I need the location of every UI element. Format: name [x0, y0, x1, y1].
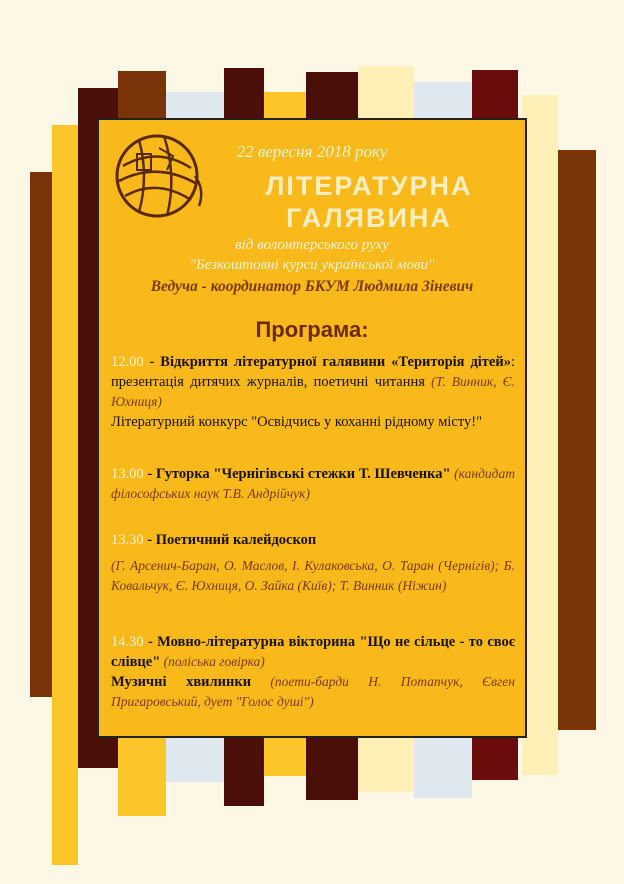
decor-stripe	[166, 92, 224, 120]
decor-stripe	[30, 172, 52, 697]
program-item	[111, 530, 515, 596]
ball-of-yarn-icon	[109, 126, 209, 226]
decor-stripe	[118, 736, 166, 816]
decor-stripe	[472, 736, 518, 780]
item-text: : презентація дитячих журналів, поетичні читання	[111, 354, 515, 390]
decor-stripe	[358, 66, 414, 120]
decor-stripe	[558, 150, 596, 730]
item-time: 12.00	[111, 354, 144, 370]
decor-stripe	[264, 92, 306, 120]
item-note: (кандидат філософських наук Т.В. Андрійчук)	[111, 466, 515, 501]
decor-stripe	[118, 71, 166, 121]
program-item	[111, 464, 515, 504]
item-note: (поліська говірка)	[160, 654, 265, 669]
item-title: - Відкриття літературної галявини «Територія дітей»	[143, 354, 511, 370]
decor-stripe	[264, 736, 306, 776]
item-time: 13.30	[111, 532, 144, 548]
host-line: Ведуча - координатор БКУМ Людмила Зіневич	[150, 278, 474, 295]
item-note: (Т. Винник, Є. Юхниця)	[111, 374, 515, 409]
poster-panel	[97, 118, 527, 738]
item-extra-note: (поети-барди Н. Потапчук, Євген Пригаровський, дует "Голос душі")	[111, 674, 515, 709]
decor-stripe	[358, 736, 414, 792]
item-note: (Г. Арсенич-Баран, О. Маслов, І. Кулаковська, О. Таран (Чернігів); Б. Ковальчук, Є. Юхниця, О. Зайка (Київ); Т. Винник (Ніжин)	[111, 558, 515, 593]
item-extra-title: Музичні хвилинки	[111, 674, 252, 690]
decor-stripe	[306, 736, 358, 800]
decor-stripe	[52, 125, 78, 865]
decor-stripe	[306, 72, 358, 120]
item-title: - Поетичний калейдоскоп	[143, 532, 317, 548]
title-line-1: ЛІТЕРАТУРНА	[265, 171, 473, 201]
decor-stripe	[522, 95, 558, 775]
item-title: - Гуторка "Чернігівські стежки Т. Шевченка"	[143, 466, 451, 482]
event-title	[219, 170, 519, 234]
decor-stripe	[224, 736, 264, 806]
organizer-line-2: "Безкоштовні курси української мови"	[189, 257, 435, 273]
decor-stripe	[414, 736, 472, 798]
decor-stripe	[224, 68, 264, 120]
item-time: 14.30	[111, 634, 144, 650]
program-item	[111, 352, 515, 432]
item-title: - Мовно-літературна вікторина "Що не сільце - то своє слівце"	[111, 634, 515, 670]
organizer-line-1: від волонтерського руху	[235, 237, 389, 253]
program-item	[111, 632, 515, 712]
decor-stripe	[472, 70, 518, 120]
title-line-2: ГАЛЯВИНА	[286, 203, 452, 233]
decor-stripe	[166, 736, 224, 782]
program-heading: Програма:	[255, 317, 369, 342]
item-time: 13.00	[111, 466, 144, 482]
decor-stripe	[414, 82, 472, 120]
item-extra: Літературний конкурс "Освідчись у коханні рідному місту!"	[111, 414, 482, 430]
event-date: 22 вересня 2018 року	[236, 142, 388, 161]
